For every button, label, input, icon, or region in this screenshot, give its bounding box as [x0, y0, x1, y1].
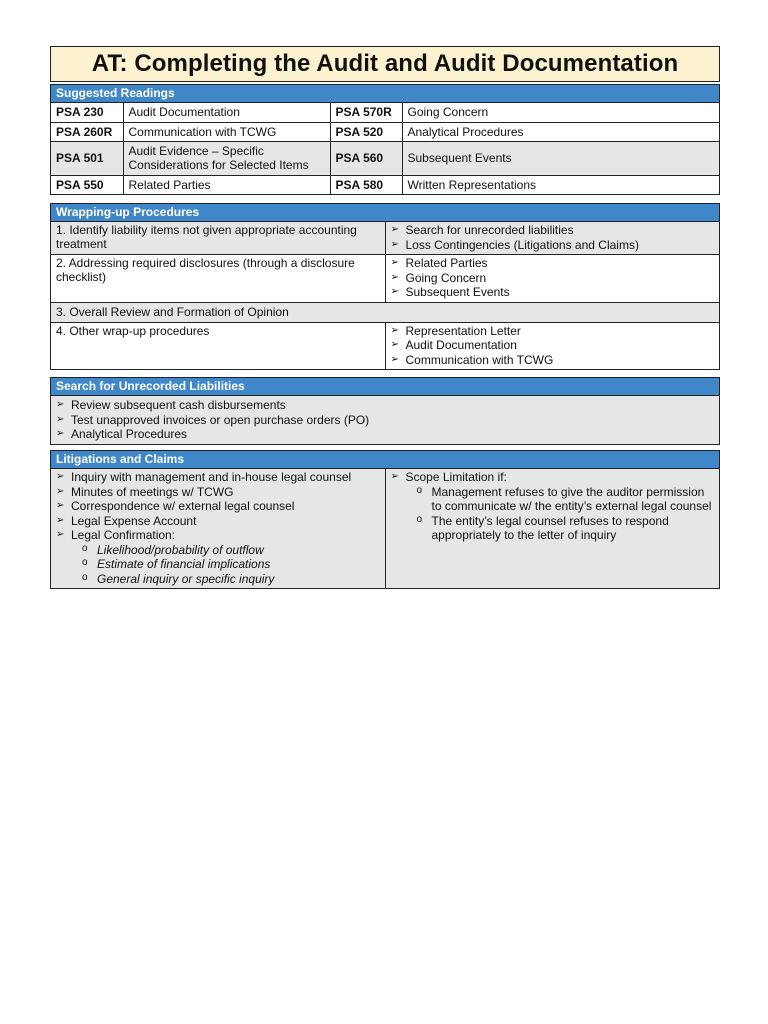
procedure-text: 4. Other wrap-up procedures: [51, 322, 385, 369]
table-row: [51, 255, 719, 303]
list-item: ➢ Inquiry with management and in-house legal counsel: [56, 470, 380, 485]
psa-topic: Audit Evidence – Specific Considerations for Selected Items: [123, 141, 330, 175]
list-item: ➢ Correspondence w/ external legal counsel: [56, 499, 380, 514]
unrecorded-liabilities-section: [50, 377, 720, 445]
page-title-box: [50, 46, 720, 82]
table-row: [51, 122, 719, 141]
legal-confirmation-label: Legal Confirmation:: [71, 528, 176, 542]
table-row: [51, 302, 719, 322]
table-row: [51, 141, 719, 175]
list-item: ➢ Loss Contingencies (Litigations and Claims): [391, 238, 715, 253]
list-item: ➢ Legal Expense Account: [56, 514, 380, 529]
suggested-readings-header: Suggested Readings: [51, 85, 719, 103]
sub-list-item: o The entity’s legal counsel refuses to respond appropriately to the letter of inquiry: [391, 514, 715, 543]
list-item: ➢ Search for unrecorded liabilities: [391, 223, 715, 238]
procedure-text: 2. Addressing required disclosures (through a disclosure checklist): [51, 255, 385, 303]
wrapping-up-table: [51, 222, 719, 369]
psa-code: PSA 230: [51, 103, 123, 122]
psa-code: PSA 580: [330, 175, 402, 194]
sub-list-item: o Management refuses to give the auditor permission to communicate w/ the entity’s external legal counsel: [391, 485, 715, 514]
psa-code: PSA 520: [330, 122, 402, 141]
litigations-section: [50, 450, 720, 589]
list-item: ➢ Communication with TCWG: [391, 353, 715, 368]
procedure-text: 1. Identify liability items not given appropriate accounting treatment: [51, 222, 385, 255]
list-item: [56, 528, 380, 543]
psa-topic: Written Representations: [402, 175, 719, 194]
list-item: ➢ Review subsequent cash disbursements: [56, 398, 714, 413]
procedure-details: [385, 222, 719, 255]
litigations-procedures: [51, 469, 385, 588]
unrecorded-liabilities-header: Search for Unrecorded Liabilities: [51, 378, 719, 396]
list-item: ➢ Going Concern: [391, 271, 715, 286]
list-item: ➢ Representation Letter: [391, 324, 715, 339]
psa-code: PSA 260R: [51, 122, 123, 141]
procedure-details: [385, 255, 719, 303]
list-item: ➢ Scope Limitation if:: [391, 470, 715, 485]
psa-topic: Going Concern: [402, 103, 719, 122]
litigations-table: [51, 469, 719, 588]
scope-limitation: [385, 469, 719, 588]
suggested-readings-section: [50, 84, 720, 195]
psa-topic: Related Parties: [123, 175, 330, 194]
sub-list-item: o General inquiry or specific inquiry: [56, 572, 380, 587]
psa-topic: Audit Documentation: [123, 103, 330, 122]
list-item: ➢ Subsequent Events: [391, 285, 715, 300]
psa-code: PSA 501: [51, 141, 123, 175]
unrecorded-liabilities-body: [51, 396, 719, 444]
table-row: [51, 322, 719, 369]
litigations-header: Litigations and Claims: [51, 451, 719, 469]
procedure-text: 3. Overall Review and Formation of Opinion: [51, 302, 719, 322]
psa-topic: Communication with TCWG: [123, 122, 330, 141]
wrapping-up-header: Wrapping-up Procedures: [51, 204, 719, 222]
page-title: AT: Completing the Audit and Audit Documentation: [91, 50, 679, 77]
suggested-readings-table: [51, 103, 719, 194]
list-item: ➢ Minutes of meetings w/ TCWG: [56, 485, 380, 500]
psa-code: PSA 570R: [330, 103, 402, 122]
table-row: [51, 175, 719, 194]
table-row: [51, 103, 719, 122]
sub-list-item: o Likelihood/probability of outflow: [56, 543, 380, 558]
psa-topic: Subsequent Events: [402, 141, 719, 175]
list-item: ➢ Analytical Procedures: [56, 427, 714, 442]
wrapping-up-section: [50, 203, 720, 370]
table-row: [51, 469, 719, 588]
list-item: ➢ Test unapproved invoices or open purchase orders (PO): [56, 413, 714, 428]
list-item: ➢ Related Parties: [391, 256, 715, 271]
sub-list-item: o Estimate of financial implications: [56, 557, 380, 572]
psa-code: PSA 560: [330, 141, 402, 175]
table-row: [51, 222, 719, 255]
psa-topic: Analytical Procedures: [402, 122, 719, 141]
list-item: ➢ Audit Documentation: [391, 338, 715, 353]
procedure-details: [385, 322, 719, 369]
psa-code: PSA 550: [51, 175, 123, 194]
